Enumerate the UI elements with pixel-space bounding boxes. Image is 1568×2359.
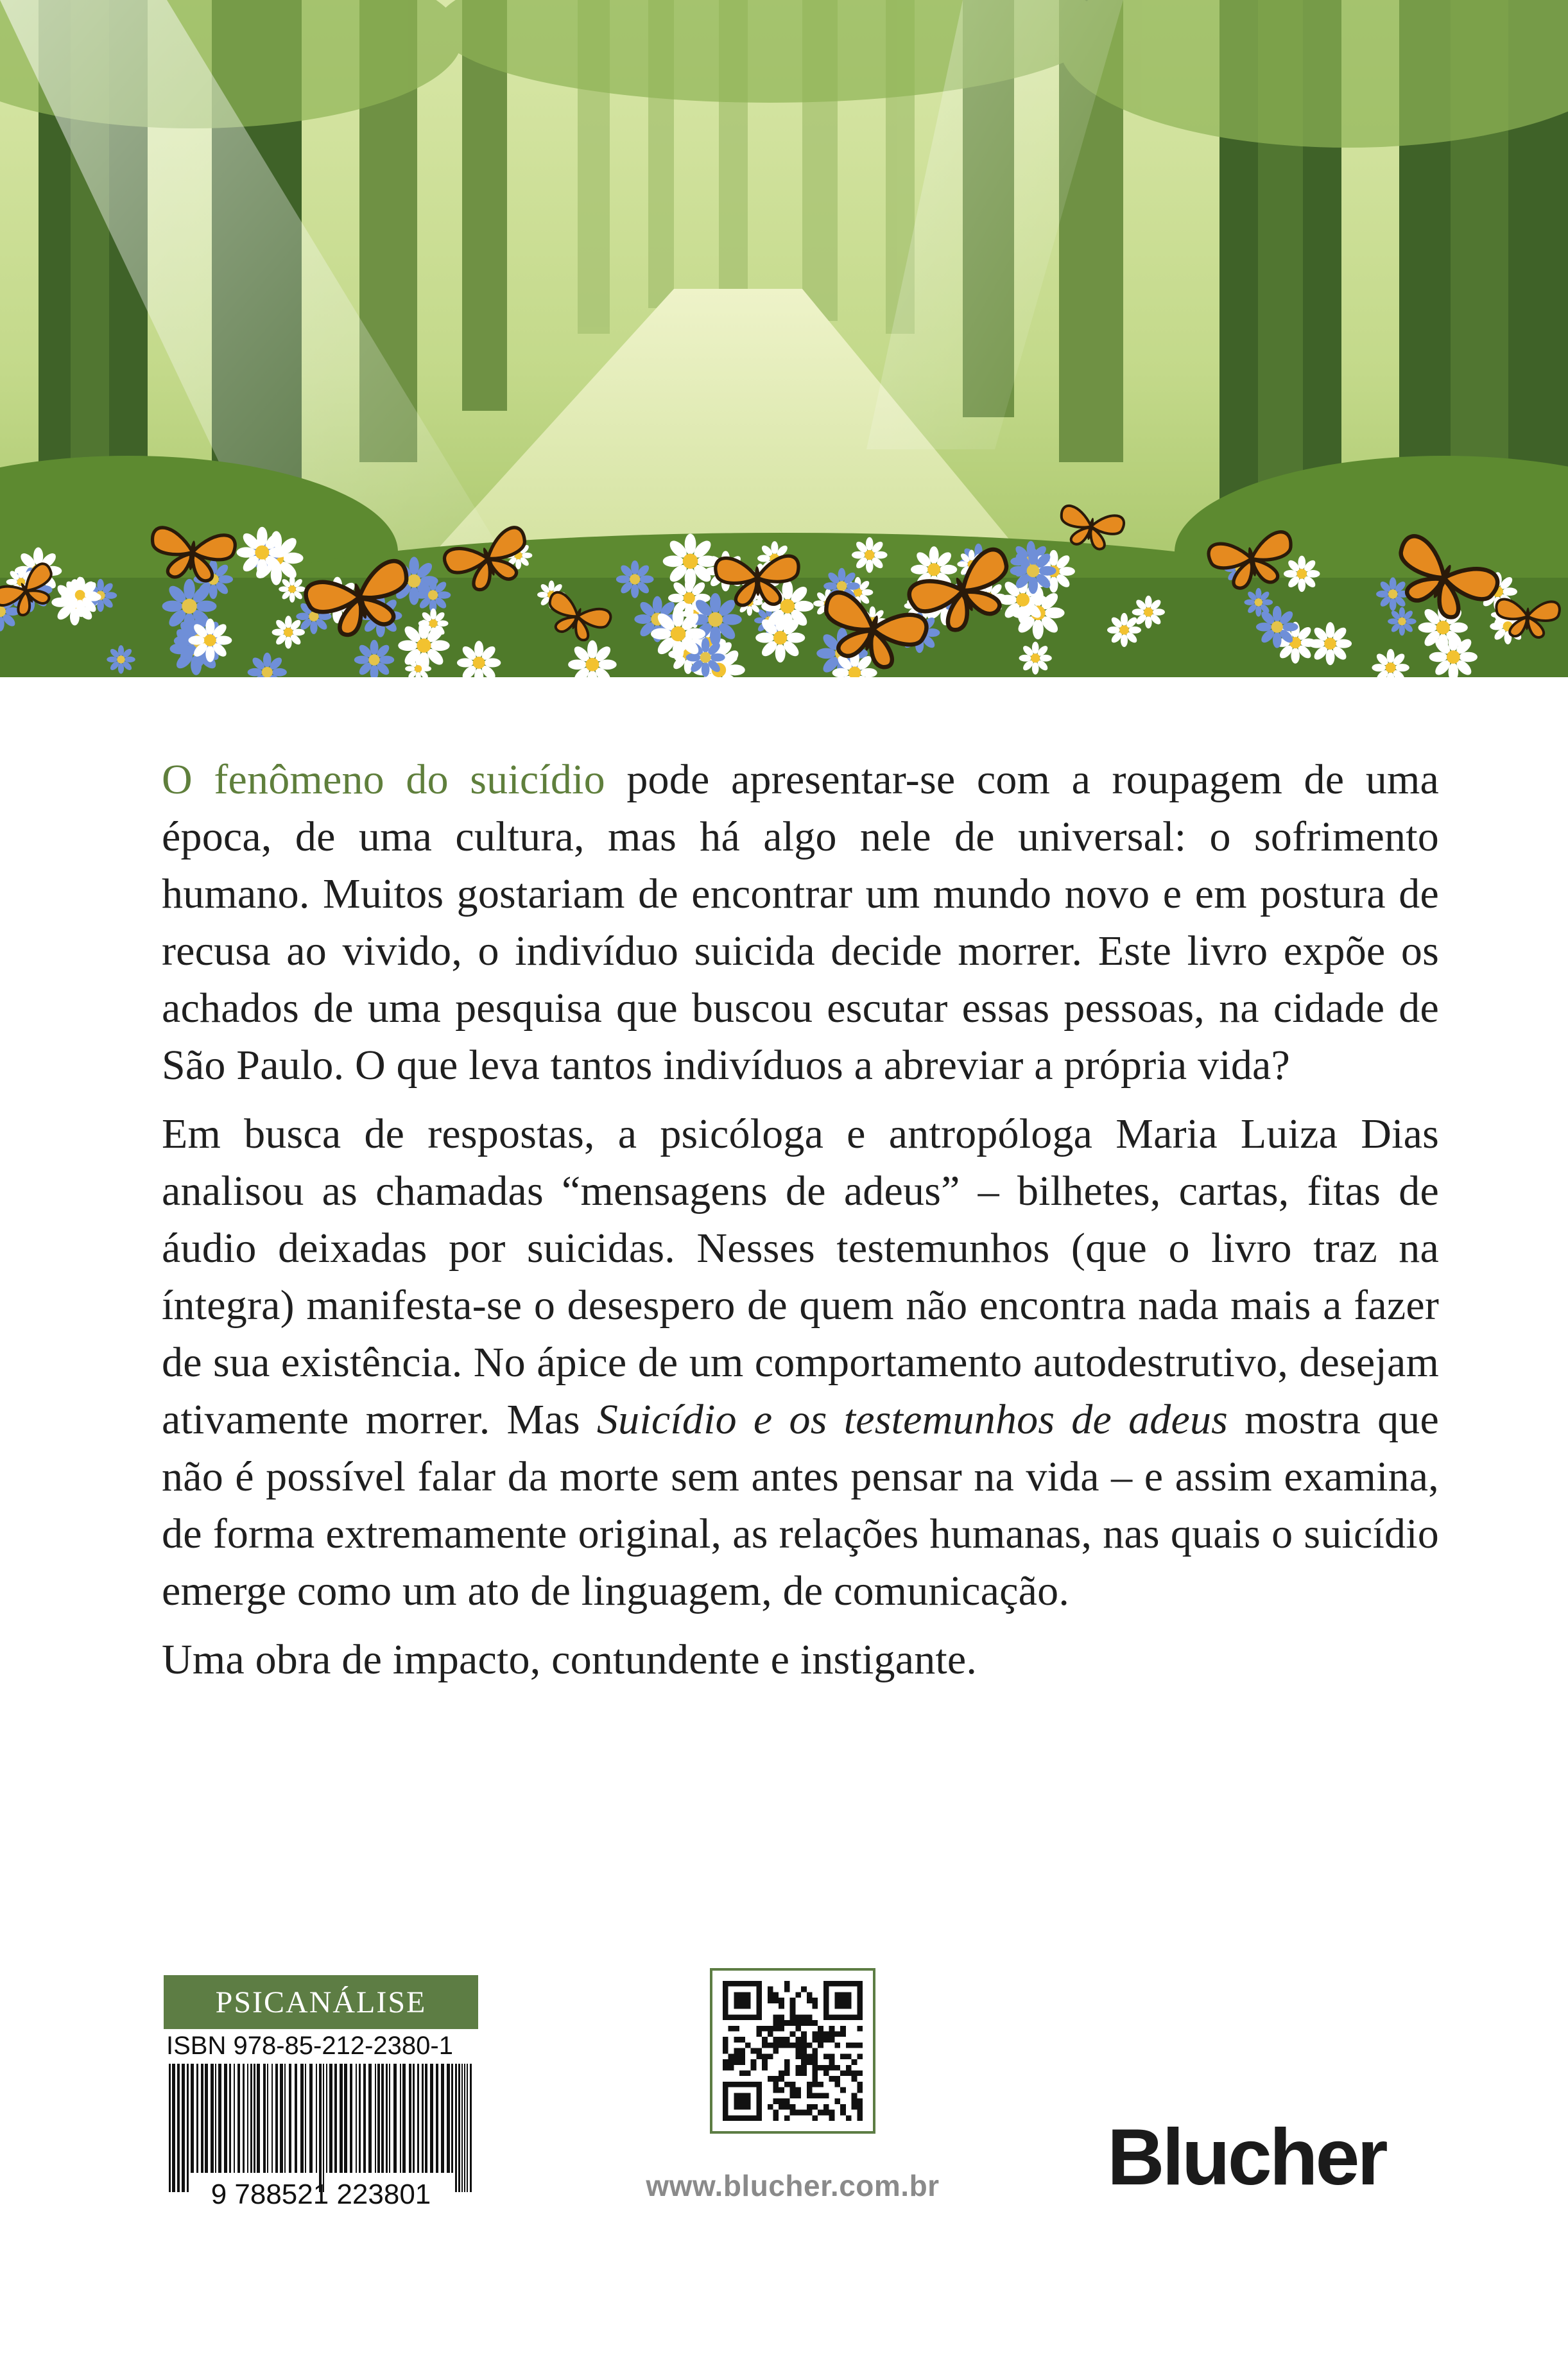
barcode-bar: [234, 2064, 235, 2173]
blurb-paragraph-2: [162, 1105, 1439, 1620]
barcode-bar: [329, 2064, 332, 2173]
daisy-icon: [852, 537, 888, 573]
daisy-icon: [1132, 596, 1165, 628]
barcode-bar: [169, 2064, 171, 2192]
daisy-icon: [237, 527, 288, 578]
barcode-bar: [201, 2064, 203, 2173]
daisy-icon: [1284, 556, 1320, 592]
publisher-logo: Blucher: [1107, 2113, 1386, 2202]
barcode-bar: [275, 2064, 278, 2173]
barcode-bar: [400, 2064, 401, 2173]
barcode-bar: [368, 2064, 372, 2173]
barcode-bar: [237, 2064, 240, 2173]
barcode-bar: [326, 2064, 327, 2173]
back-cover-blurb: [162, 751, 1439, 1700]
barcode-bar: [300, 2064, 304, 2173]
daisy-icon: [651, 607, 705, 661]
barcode-bar: [254, 2064, 255, 2173]
blue-flower-icon: [1376, 577, 1409, 610]
blurb-lead-phrase: O fenômeno do suicídio: [162, 756, 605, 803]
barcode-bar: [280, 2064, 283, 2173]
barcode-bar: [363, 2064, 366, 2173]
barcode-bar: [187, 2064, 189, 2192]
daisy-icon: [418, 609, 449, 639]
barcode-bar: [430, 2064, 433, 2173]
barcode-bar: [350, 2064, 352, 2173]
barcode-bar: [177, 2064, 180, 2192]
barcode-bar: [295, 2064, 297, 2173]
blurb-paragraph-1: [162, 751, 1439, 1094]
blue-flower-icon: [1010, 548, 1056, 594]
daisy-icon: [663, 533, 718, 589]
blue-flower-icon: [107, 645, 135, 673]
book-title-italic: Suicídio e os testemunhos de adeus: [596, 1396, 1228, 1443]
daisy-icon: [1107, 613, 1141, 647]
blurb-paragraph-2-after: mostra que não é possível falar da morte sem antes pensar na vida – e assim examina, de forma extremamente original, as relações humanas, nas quais o suicídio emerge como um ato de linguagem, de comunicação.: [162, 1396, 1440, 1614]
barcode-bar: [470, 2064, 472, 2192]
barcode-bar: [464, 2064, 465, 2192]
barcode-bar: [386, 2064, 388, 2173]
barcode-bar: [250, 2064, 252, 2173]
blue-flower-icon: [415, 577, 451, 612]
barcode-bar: [211, 2064, 214, 2173]
barcode-bar: [389, 2064, 390, 2173]
barcode-bar: [305, 2064, 306, 2173]
barcode-bar: [271, 2064, 273, 2173]
barcode-bar: [417, 2064, 419, 2173]
barcode-bar: [441, 2064, 444, 2173]
barcode-bar: [205, 2064, 208, 2173]
barcode-bar: [425, 2064, 427, 2173]
barcode-bar: [247, 2064, 248, 2173]
forest-illustration: [0, 0, 1568, 677]
barcode-bar: [356, 2064, 357, 2173]
barcode-bar: [267, 2064, 268, 2173]
barcode-bar: [263, 2064, 266, 2173]
blue-flower-icon: [1388, 607, 1417, 636]
isbn-label: ISBN 978-85-212-2380-1: [166, 2032, 453, 2060]
daisy-icon: [62, 576, 98, 613]
barcode-bar: [447, 2064, 450, 2173]
barcode-bar: [344, 2064, 347, 2173]
barcode-bar: [451, 2064, 453, 2173]
daisy-icon: [188, 619, 232, 662]
barcode-bar: [402, 2064, 406, 2173]
barcode-bar: [413, 2064, 415, 2173]
barcode-bar: [319, 2064, 322, 2192]
barcode-bar: [224, 2064, 227, 2173]
barcode-graphic: [164, 2064, 478, 2208]
barcode-bar: [172, 2064, 175, 2192]
barcode-bar: [334, 2064, 337, 2173]
barcode-bar: [359, 2064, 361, 2173]
barcode-bar: [284, 2064, 286, 2173]
blue-flower-icon: [1245, 588, 1273, 617]
barcode-bar: [467, 2064, 468, 2192]
blurb-paragraph-1-text: pode apresentar-se com a roupagem de uma época, de uma cultura, mas há algo nele de universal: o sofrimento humano. Muitos gostariam de encontrar um mundo novo e em postura de recusa ao vivido, o indivíduo suicida decide morrer. Este livro expõe os achados de uma pesquisa que buscou escutar essas pessoas, na cidade de São Paulo. O que leva tantos indivíduos a abreviar a própria vida?: [162, 756, 1439, 1089]
barcode-bar: [289, 2064, 291, 2173]
barcode-bar: [340, 2064, 343, 2173]
qr-code-frame: [710, 1968, 875, 2134]
publisher-website[interactable]: www.blucher.com.br: [646, 2169, 940, 2202]
blue-flower-icon: [616, 560, 654, 598]
barcode-bar: [375, 2064, 376, 2173]
barcode-bar: [381, 2064, 384, 2173]
barcode-bar: [316, 2064, 317, 2173]
blurb-paragraph-2-before: Em busca de respostas, a psicóloga e antropóloga Maria Luiza Dias analisou as chamadas “mensagens de adeus” – bilhetes, cartas, fitas de áudio deixadas por suicidas. Nesses testemunhos (que o livro traz na íntegra) manifesta-se o desespero de quem não encontra nada mais a fazer de sua existência. No ápice de um comportamento autodestrutivo, desejam ativamente morrer. Mas: [162, 1110, 1439, 1443]
barcode-bar: [309, 2064, 313, 2173]
barcode-bar: [409, 2064, 411, 2173]
barcode-bar: [196, 2064, 198, 2173]
category-label: PSICANÁLISE: [164, 1975, 478, 2029]
daisy-icon: [272, 616, 305, 648]
barcode-digits: 9 788521 223801: [211, 2179, 431, 2208]
daisy-icon: [1019, 642, 1052, 675]
barcode-bar: [191, 2064, 194, 2173]
barcode-bar: [458, 2064, 460, 2192]
barcode-bar: [323, 2064, 324, 2192]
isbn-barcode-block: [164, 2032, 478, 2208]
barcode-bar: [377, 2064, 380, 2173]
barcode-bar: [422, 2064, 424, 2173]
barcode-bar: [455, 2064, 457, 2192]
daisy-icon: [279, 576, 306, 603]
barcode-bar: [257, 2064, 260, 2173]
barcode-bar: [393, 2064, 397, 2173]
blue-flower-icon: [1256, 606, 1298, 648]
barcode-bar: [182, 2064, 185, 2192]
barcode-bar: [215, 2064, 216, 2173]
barcode-bar: [229, 2064, 231, 2173]
barcode-bar: [436, 2064, 438, 2173]
blurb-paragraph-3: Uma obra de impacto, contundente e instigante.: [162, 1636, 978, 1683]
daisy-icon: [1309, 622, 1352, 665]
qr-code-icon: [723, 1981, 863, 2121]
barcode-bar: [218, 2064, 221, 2173]
barcode-bar: [243, 2064, 245, 2173]
barcode-bar: [461, 2064, 463, 2192]
